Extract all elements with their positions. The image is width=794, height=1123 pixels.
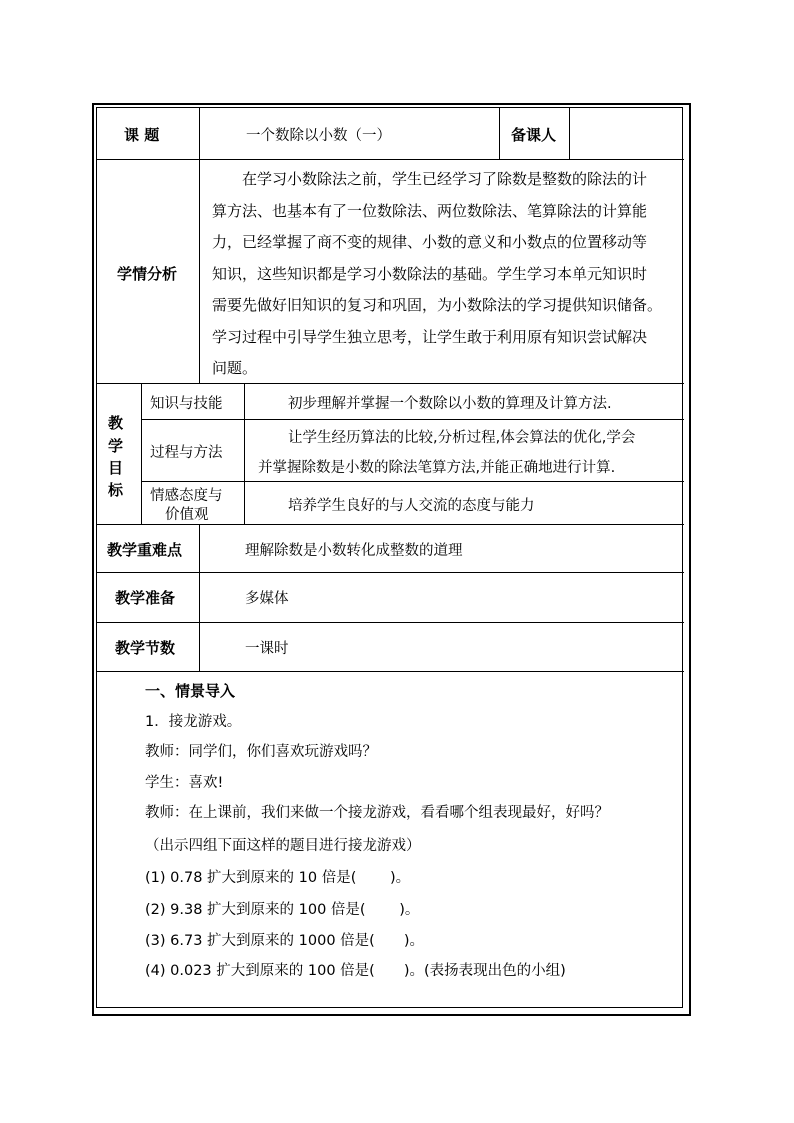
analysis-line: 力，已经掌握了商不变的规律、小数的意义和小数点的位置移动等 xyxy=(212,233,648,251)
process-line: (1) 0.78 扩大到原来的 10 倍是( )。 xyxy=(145,870,411,886)
emotion-label-line2: 价值观 xyxy=(165,507,209,523)
col-rule-label xyxy=(199,108,200,383)
goals-label-char: 教 xyxy=(108,414,124,432)
goals-label-char: 标 xyxy=(108,481,124,499)
analysis-line: 在学习小数除法之前，学生已经学习了除数是整数的除法的计 xyxy=(242,170,648,188)
emotion-label-line1: 情感态度与 xyxy=(150,488,223,504)
periods-value: 一课时 xyxy=(245,641,289,657)
rule-after-goals xyxy=(97,524,684,525)
process-section-title: 一、情景导入 xyxy=(145,682,236,700)
learning-analysis-label: 学情分析 xyxy=(117,265,178,283)
analysis-line: 知识，这些知识都是学习小数除法的基础。学生学习本单元知识时 xyxy=(212,264,648,283)
process-line: (3) 6.73 扩大到原来的 1000 倍是( )。 xyxy=(145,933,424,949)
topic-label: 课 题 xyxy=(124,126,160,144)
key-points-value: 理解除数是小数转化成整数的道理 xyxy=(245,543,463,559)
process-line: (2) 9.38 扩大到原来的 100 倍是( )。 xyxy=(145,902,420,918)
col-rule-goals-right xyxy=(244,383,245,524)
goals-label-char: 学 xyxy=(108,437,124,455)
preparer-label: 备课人 xyxy=(511,126,557,144)
emotion-value: 培养学生良好的与人交流的态度与能力 xyxy=(288,498,535,514)
analysis-line: 算方法、也基本有了一位数除法、两位数除法、笔算除法的计算能 xyxy=(212,201,648,220)
rule-after-keypoints xyxy=(97,572,684,573)
rule-after-preparation xyxy=(97,622,684,623)
preparation-label: 教学准备 xyxy=(115,589,176,607)
process-line: 学生：喜欢! xyxy=(145,775,224,791)
analysis-line: 需要先做好旧知识的复习和巩固，为小数除法的学习提供知识储备。 xyxy=(212,296,663,314)
process-line: 教师：同学们，你们喜欢玩游戏吗？ xyxy=(145,744,377,760)
col-rule-preparer-right xyxy=(569,108,570,159)
process-line: 1．接龙游戏。 xyxy=(145,714,242,730)
goals-label-char: 目 xyxy=(108,459,124,477)
key-points-label: 教学重难点 xyxy=(107,541,183,559)
col-rule-label-lower xyxy=(199,524,200,671)
process-label: 过程与方法 xyxy=(150,445,223,461)
preparation-value: 多媒体 xyxy=(245,591,289,607)
process-line: （出示四组下面这样的题目进行接龙游戏） xyxy=(145,838,421,854)
rule-after-process xyxy=(141,481,684,482)
periods-label: 教学节数 xyxy=(115,639,176,657)
process-line: (4) 0.023 扩大到原来的 100 倍是( )。(表扬表现出色的小组) xyxy=(145,963,566,979)
col-rule-goals-left xyxy=(141,383,142,524)
analysis-line: 问题。 xyxy=(212,359,258,377)
learning-analysis-text xyxy=(212,164,682,385)
rule-after-knowledge xyxy=(141,419,684,420)
col-rule-preparer-left xyxy=(499,108,500,159)
knowledge-label: 知识与技能 xyxy=(150,396,223,412)
process-line: 教师：在上课前，我们来做一个接龙游戏，看看哪个组表现最好，好吗？ xyxy=(145,805,609,821)
topic-value: 一个数除以小数（一） xyxy=(246,128,391,144)
knowledge-value: 初步理解并掌握一个数除以小数的算理及计算方法. xyxy=(288,396,612,412)
analysis-line: 学习过程中引导学生独立思考，让学生敢于利用原有知识尝试解决 xyxy=(212,327,648,346)
process-value-line1: 让学生经历算法的比较,分析过程,体会算法的优化,学会 xyxy=(288,430,636,446)
process-value-line2: 并掌握除数是小数的除法笔算方法,并能正确地进行计算. xyxy=(258,460,616,476)
rule-after-header xyxy=(97,159,684,160)
rule-after-periods xyxy=(97,671,684,672)
